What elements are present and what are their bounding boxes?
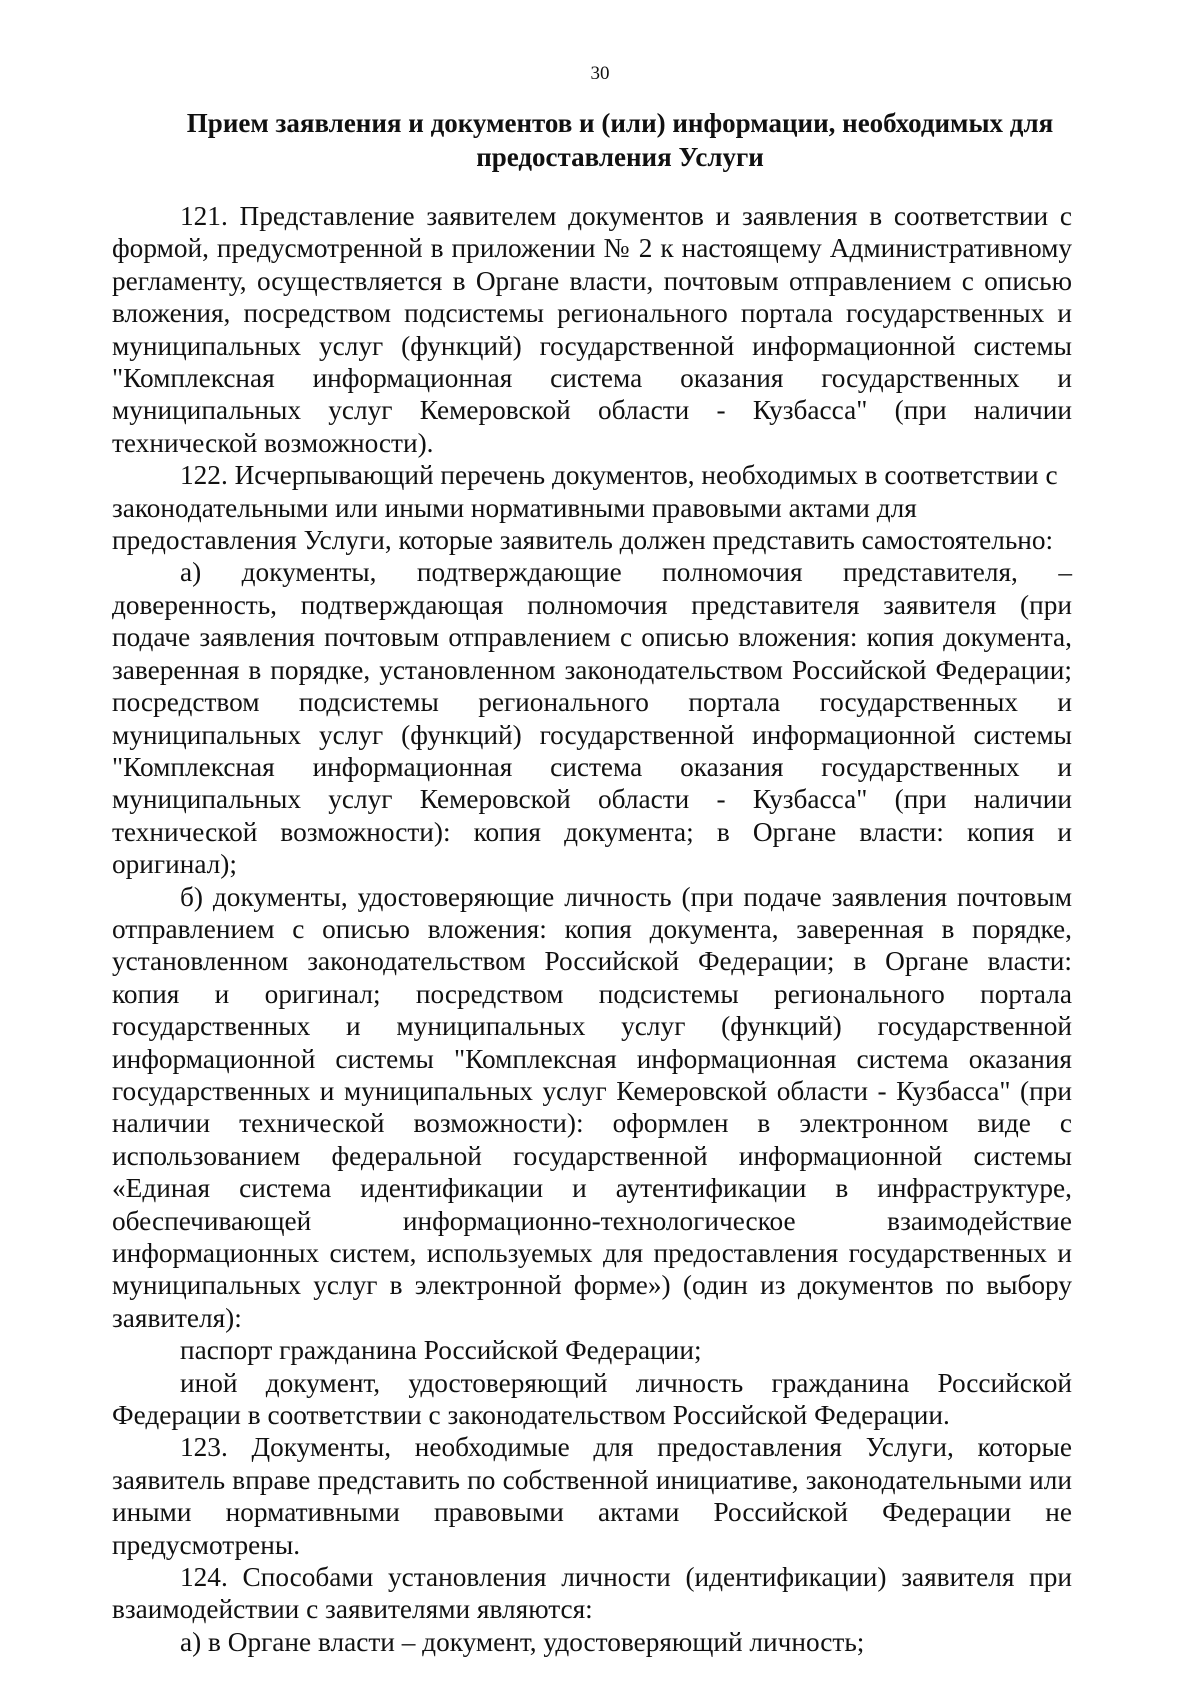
page-number: 30 [590, 63, 610, 84]
list-item-other-document: иной документ, удостоверяющий личность гражданина Российской Федерации в соответствии с законодательством Российской Федерации. [112, 1367, 1072, 1431]
paragraph-123: 123. Документы, необходимые для предоставления Услуги, которые заявитель вправе представить по собственной инициативе, законодательными или иными нормативными правовыми актами Российской Федерации не предусмотрены. [112, 1432, 1072, 1560]
section-heading: Прием заявления и документов и (или) информации, необходимых для предоставления Услуги [186, 108, 1054, 172]
list-item-124-a: а) в Органе власти – документ, удостоверяющий личность; [180, 1626, 865, 1657]
list-item-passport: паспорт гражданина Российской Федерации; [180, 1335, 702, 1366]
document-body [112, 200, 1072, 1658]
list-item-b: б) документы, удостоверяющие личность (при подаче заявления почтовым отправлением с описью вложения: копия документа, заверенная в порядке, установленном законодательством Российской Федерации; в Органе власти: копия и оригинал; посредством подсистемы регионального портала государственных и муниципальных услуг (функций) государственной информационной системы "Комплексная информационная система оказания государственных и муниципальных услуг Кемеровской области - Кузбасса" (при наличии технической возможности): оформлен в электронном виде с использованием федеральной государственной информационной системы «Единая система идентификации и аутентификации в инфраструктуре, обеспечивающей информационно-технологическое взаимодействие информационных систем, используемых для предоставления государственных и муниципальных услуг в электронной форме») (один из документов по выбору заявителя): [112, 881, 1072, 1333]
paragraph-122: 122. Исчерпывающий перечень документов, необходимых в соответствии с законодательными или иными нормативными правовыми актами для предоставления Услуги, которые заявитель должен представить самостоятельно: [112, 460, 1058, 556]
paragraph-121: 121. Представление заявителем документов и заявления в соответствии с формой, предусмотренной в приложении № 2 к настоящему Административному регламенту, осуществляется в Органе власти, почтовым отправлением с описью вложения, посредством подсистемы регионального портала государственных и муниципальных услуг (функций) государственной информационной системы "Комплексная информационная система оказания государственных и муниципальных услуг Кемеровской области - Кузбасса" (при наличии технической возможности). [112, 201, 1072, 458]
paragraph-124: 124. Способами установления личности (идентификации) заявителя при взаимодействии с заявителями являются: [112, 1562, 1072, 1625]
list-item-a: а) документы, подтверждающие полномочия представителя, – доверенность, подтверждающая полномочия представителя заявителя (при подаче заявления почтовым отправлением с описью вложения: копия документа, заверенная в порядке, установленном законодательством Российской Федерации; посредством подсистемы регионального портала государственных и муниципальных услуг (функций) государственной информационной системы "Комплексная информационная система оказания государственных и муниципальных услуг Кемеровской области - Кузбасса" (при наличии технической возможности): копия документа; в Органе власти: копия и оригинал); [112, 557, 1072, 880]
